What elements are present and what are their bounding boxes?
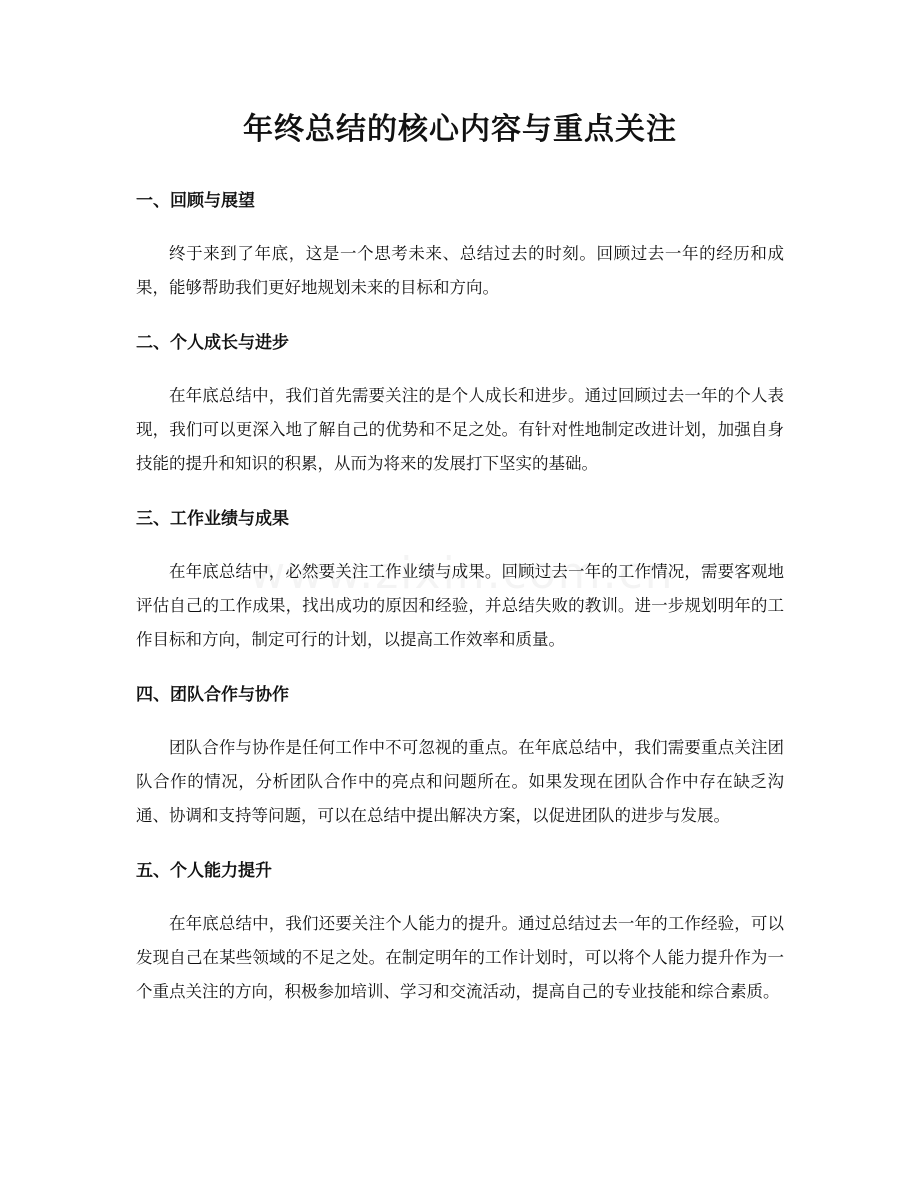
section-heading: 五、个人能力提升 — [136, 861, 272, 881]
section-work-performance — [136, 502, 784, 657]
section-ability-improvement — [136, 854, 784, 1009]
document-title: 年终总结的核心内容与重点关注 — [243, 112, 677, 147]
section-heading: 一、回顾与展望 — [136, 191, 255, 211]
section-paragraph: 团队合作与协作是任何工作中不可忽视的重点。在年底总结中，我们需要重点关注团队合作的情况，分析团队合作中的亮点和问题所在。如果发现在团队合作中存在缺乏沟通、协调和支持等问题，可以在总结中提出解决方案，以促进团队的进步与发展。 — [136, 738, 784, 825]
section-heading: 三、工作业绩与成果 — [136, 509, 289, 529]
section-teamwork — [136, 678, 784, 833]
section-paragraph: 在年底总结中，必然要关注工作业绩与成果。回顾过去一年的工作情况，需要客观地评估自己的工作成果，找出成功的原因和经验，并总结失败的教训。进一步规划明年的工作目标和方向，制定可行的计划，以提高工作效率和质量。 — [136, 562, 784, 649]
document-content — [136, 184, 784, 1030]
section-heading: 四、团队合作与协作 — [136, 685, 289, 705]
section-paragraph: 终于来到了年底，这是一个思考未来、总结过去的时刻。回顾过去一年的经历和成果，能够帮助我们更好地规划未来的目标和方向。 — [136, 244, 784, 297]
section-personal-growth — [136, 326, 784, 481]
section-paragraph: 在年底总结中，我们首先需要关注的是个人成长和进步。通过回顾过去一年的个人表现，我们可以更深入地了解自己的优势和不足之处。有针对性地制定改进计划，加强自身技能的提升和知识的积累，从而为将来的发展打下坚实的基础。 — [136, 386, 784, 473]
section-heading: 二、个人成长与进步 — [136, 333, 289, 353]
section-paragraph: 在年底总结中，我们还要关注个人能力的提升。通过总结过去一年的工作经验，可以发现自己在某些领域的不足之处。在制定明年的工作计划时，可以将个人能力提升作为一个重点关注的方向，积极参加培训、学习和交流活动，提高自己的专业技能和综合素质。 — [136, 914, 784, 1001]
section-review — [136, 184, 784, 305]
